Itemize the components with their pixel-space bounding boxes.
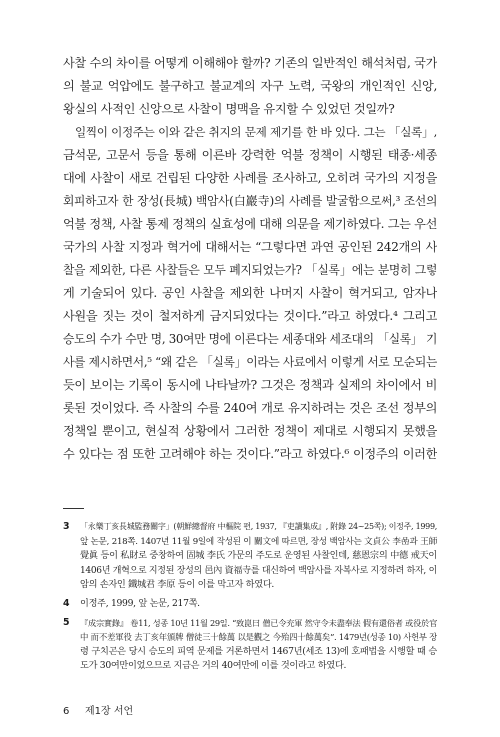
body-text-line: 국가의 사찰 지정과 혁거에 대해서는 “그렇다면 과연 공인된 242개의 사 xyxy=(63,240,437,254)
footnote-separator xyxy=(63,508,84,509)
footnote-number: 3 xyxy=(63,521,70,532)
footnote-number: 5 xyxy=(63,616,70,628)
body-text-line: 찰을 제외한, 다른 사찰들은 모두 폐지되었는가? 「실록」에는 분명히 그렇 xyxy=(63,263,437,277)
body-text-line: 사를 제시하면서,⁵ “왜 같은 「실록」이라는 사료에서 이렇게 서로 모순되는 xyxy=(63,355,437,369)
body-text-line: 수 있다는 점 또한 고려해야 하는 것이다.”라고 하였다.⁶ 이정주의 이러한 xyxy=(63,447,437,461)
paragraph xyxy=(63,52,437,121)
footnote-number: 4 xyxy=(63,597,70,609)
footnotes xyxy=(63,520,437,678)
main-text xyxy=(63,52,437,466)
page-footer xyxy=(63,704,263,720)
body-text-line: 사원을 짓는 것이 철저하게 금지되었다는 것이다.”라고 하였다.⁴ 그리고 xyxy=(63,309,437,323)
body-text-line: 회피하고자 한 장성(長城) 백암사(白巖寺)의 사례를 발굴함으로써,³ 조선의 xyxy=(63,194,437,208)
page-number: 6 xyxy=(63,706,70,717)
running-head: 제1장 서언 xyxy=(85,706,134,717)
footnote-text-line: 령 구치곤은 당시 승도의 피역 문제를 거론하면서 1467년(세조 13)에 호패법을 시행할 때 승 xyxy=(80,645,437,657)
body-text-line: 롯된 것이었다. 즉 사찰의 수를 240여 개로 유지하려는 것은 조선 정부의 xyxy=(63,401,437,415)
footnote-text-line: 앞 논문, 218쪽. 1407년 11월 9일에 작성된 이 關文에 따르면, 장성 백암사는 文貞公 李嵒과 王師 xyxy=(80,536,437,547)
footnote-text-line: 이정주, 1999, 앞 논문, 217쪽. xyxy=(80,597,200,609)
body-text-line: 금석문, 고문서 등을 통해 이른바 강력한 억불 정책이 시행된 태종·세종 xyxy=(63,148,437,162)
body-text-line: 게 기술되어 있다. 공인 사찰을 제외한 나머지 사찰이 혁거되고, 암자나 xyxy=(63,286,437,300)
footnote-text-line: 中 而不差軍役 去丁亥年頒牌 僧徒三十餘萬 以是觀之 今殆四十餘萬矣”. 1479년(성종 10) 사헌부 장 xyxy=(80,632,437,643)
body-text-line: 의 불교 억압에도 불구하고 불교계의 자구 노력, 국왕의 개인적인 신앙, xyxy=(63,79,437,93)
body-text-line: 억불 정책, 사찰 통제 정책의 실효성에 대해 의문을 제기하였다. 그는 우선 xyxy=(63,217,437,231)
footnote-text xyxy=(80,616,437,674)
paragraph xyxy=(63,121,437,466)
footnote-text-line: 도가 30여만이었으므로 지금은 거의 40여만에 이를 것이라고 하였다. xyxy=(80,660,347,672)
body-text-line: 듯이 보이는 기록이 동시에 나타날까? 그것은 정책과 실제의 차이에서 비 xyxy=(63,378,437,392)
footnote-text-line: 「永樂丁亥長城監務關字」(朝鮮總督府 中樞院 편, 1937, 『吏讀集成』, 附錄 24~25쪽); 이정주, 1999, xyxy=(80,522,437,531)
footnote xyxy=(63,520,437,593)
footnote-text xyxy=(80,597,437,612)
footnote xyxy=(63,597,437,612)
footnote-text-line: 覺眞 등이 私財로 중창하여 固城 李氏 가문의 주도로 운영된 사찰인데, 慈恩宗의 中德 戒天이 xyxy=(80,550,437,562)
footnote xyxy=(63,616,437,674)
body-text-line: 승도의 수가 수만 명, 30여만 명에 이른다는 세종대와 세조대의 「실록」 기 xyxy=(63,332,437,346)
body-text-line: 정책일 뿐이고, 현실적 상황에서 그러한 정책이 제대로 시행되지 못했을 xyxy=(63,424,437,438)
footnote-text-line: 『成宗實錄』 卷11, 성종 10년 11월 29일. “致崑曰 僧已令充軍 然守令未盡奉法 假有還俗者 或役於官 xyxy=(80,617,437,628)
body-text-line: 왕실의 사적인 신앙으로 사찰이 명맥을 유지할 수 있었던 것일까? xyxy=(63,102,395,116)
footnote-text-line: 암의 손자인 鐵城君 李原 등이 이를 막고자 하였다. xyxy=(80,579,275,591)
footnote-text-line: 1406년 개혁으로 지정된 장성의 邑內 資福寺를 대신하여 백암사를 자복사로 지정하려 하자, 이 xyxy=(80,565,437,576)
body-text-line: 사찰 수의 차이를 어떻게 이해해야 할까? 기존의 일반적인 해석처럼, 국가 xyxy=(63,56,437,70)
footnote-text xyxy=(80,520,437,593)
body-text-line: 대에 사찰이 새로 건립된 다양한 사례를 조사하고, 오히려 국가의 지정을 xyxy=(63,171,437,185)
body-text-line: 일찍이 이정주는 이와 같은 취지의 문제 제기를 한 바 있다. 그는 「실록」, xyxy=(75,125,437,139)
